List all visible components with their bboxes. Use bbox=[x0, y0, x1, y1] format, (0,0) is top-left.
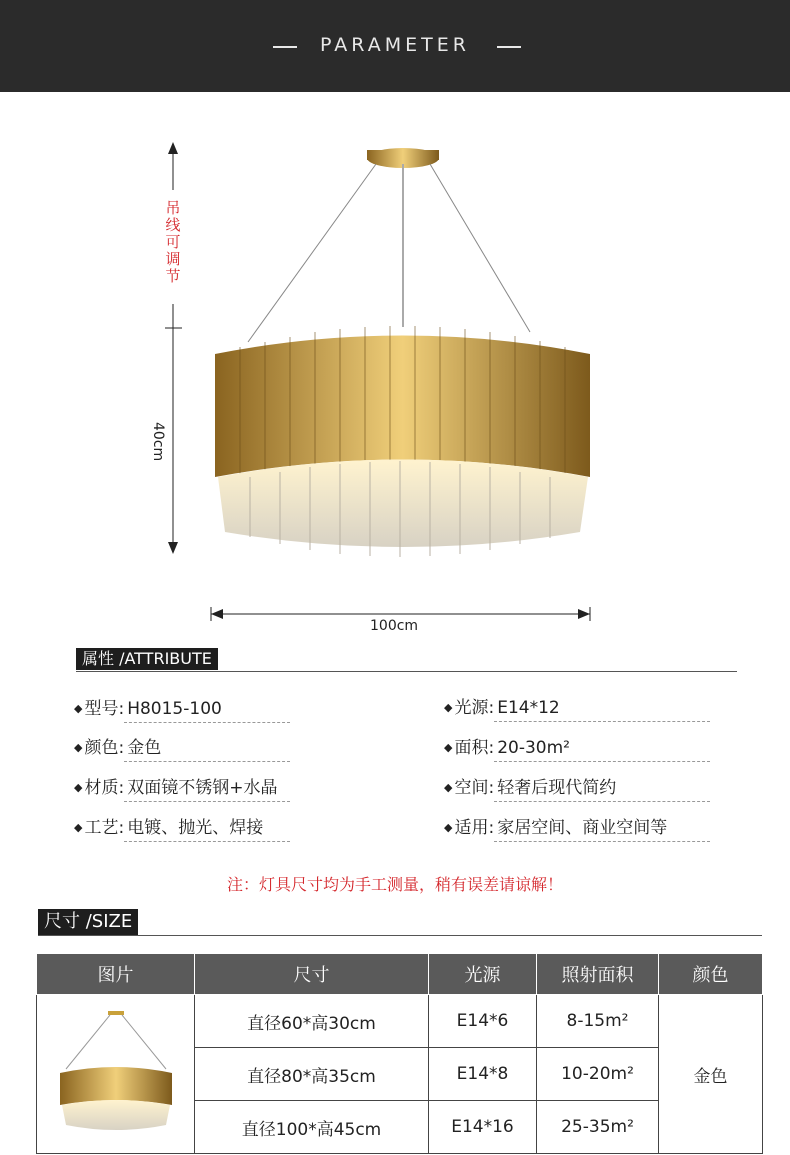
attr-process: ◆ 工艺: 电镀、抛光、焊接 bbox=[74, 815, 290, 841]
width-label: 100cm bbox=[370, 618, 419, 634]
row-area: 8-15m² bbox=[537, 995, 659, 1048]
header-right-dash bbox=[497, 46, 521, 48]
header-light: 光源 bbox=[429, 954, 537, 995]
height-label: 40cm bbox=[150, 422, 166, 462]
attr-color: ◆ 颜色: 金色 bbox=[74, 735, 290, 761]
attribute-section-rule bbox=[76, 671, 737, 672]
header-color: 颜色 bbox=[659, 954, 763, 995]
cable-adjustable-label: 吊线可调节 bbox=[165, 199, 181, 285]
attr-light-source: ◆ 光源: E14*12 bbox=[444, 695, 710, 721]
size-table-header bbox=[37, 954, 763, 995]
product-illustration-area bbox=[0, 92, 790, 652]
row-size: 直径60*高30cm bbox=[195, 995, 429, 1048]
attr-space: ◆ 空间: 轻奢后现代简约 bbox=[444, 775, 710, 801]
size-section-rule bbox=[38, 935, 762, 936]
chandelier-illustration bbox=[0, 92, 790, 652]
size-table bbox=[36, 953, 763, 1154]
header-size: 尺寸 bbox=[195, 954, 429, 995]
attr-model: ◆ 型号: H8015-100 bbox=[74, 696, 290, 722]
table-row bbox=[37, 995, 763, 1048]
header-title: PARAMETER bbox=[320, 34, 470, 56]
attr-area: ◆ 面积: 20-30m² bbox=[444, 735, 710, 761]
header-area: 照射面积 bbox=[537, 954, 659, 995]
header-image: 图片 bbox=[37, 954, 195, 995]
attribute-section-title: 属性 /ATTRIBUTE bbox=[76, 648, 218, 670]
row-light: E14*8 bbox=[429, 1048, 537, 1101]
measurement-note: 注：灯具尺寸均为手工测量，稍有误差请谅解！ bbox=[226, 875, 563, 894]
row-light: E14*16 bbox=[429, 1101, 537, 1154]
size-section-title: 尺寸 /SIZE bbox=[38, 909, 138, 935]
page-header bbox=[0, 0, 790, 92]
row-color: 金色 bbox=[659, 995, 763, 1154]
row-area: 10-20m² bbox=[537, 1048, 659, 1101]
chandelier-thumbnail bbox=[38, 997, 194, 1147]
row-size: 直径100*高45cm bbox=[195, 1101, 429, 1154]
attr-material: ◆ 材质: 双面镜不锈钢+水晶 bbox=[74, 775, 290, 801]
row-light: E14*6 bbox=[429, 995, 537, 1048]
row-size: 直径80*高35cm bbox=[195, 1048, 429, 1101]
attr-application: ◆ 适用: 家居空间、商业空间等 bbox=[444, 815, 710, 841]
row-area: 25-35m² bbox=[537, 1101, 659, 1154]
product-thumbnail bbox=[37, 995, 195, 1154]
